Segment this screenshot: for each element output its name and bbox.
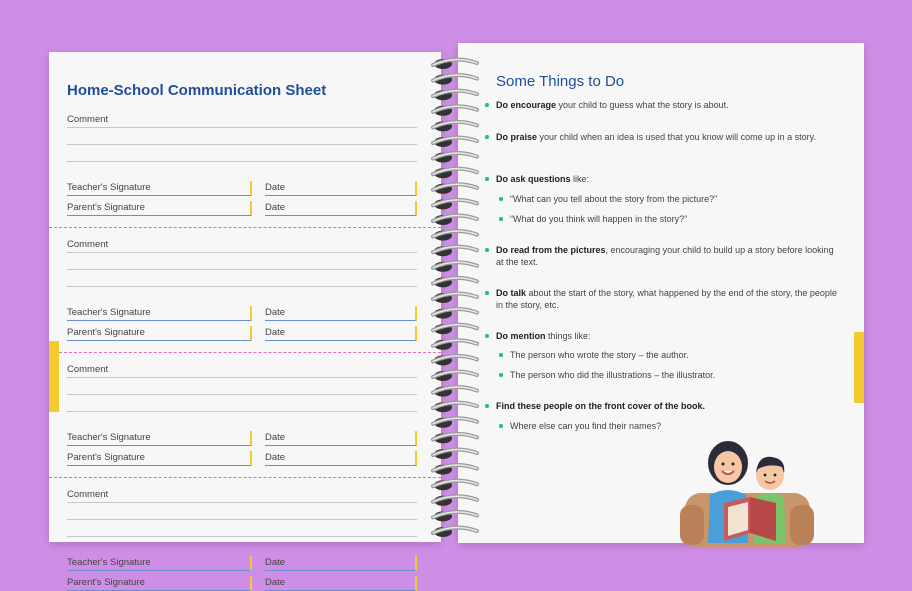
spiral-ring: [433, 262, 477, 272]
parent-signature-field[interactable]: [67, 326, 252, 341]
spiral-ring: [433, 496, 477, 506]
spiral-ring: [433, 465, 477, 475]
teacher-signature-label: Teacher's Signature: [67, 182, 151, 193]
comment-label: Comment: [67, 489, 109, 500]
right-yellow-tab: [854, 332, 864, 403]
parent-date-field[interactable]: [265, 451, 417, 466]
comment-line[interactable]: [67, 502, 417, 503]
comment-line[interactable]: [67, 269, 417, 270]
tip-item: [510, 369, 841, 381]
spiral-ring: [433, 293, 477, 303]
bullet-icon: [499, 373, 503, 377]
section-divider: [49, 352, 441, 353]
tip-bold: Do mention: [496, 331, 546, 341]
tip-text: your child when an idea is used that you know will come up in a story.: [537, 132, 816, 142]
spiral-ring: [433, 340, 477, 350]
teacher-signature-field[interactable]: [67, 556, 252, 571]
tip-bold: Do praise: [496, 132, 538, 142]
spiral-ring: [433, 246, 477, 256]
parent-date-field[interactable]: [265, 326, 417, 341]
tip-item: [510, 193, 841, 205]
parent-signature-label: Parent's Signature: [67, 202, 145, 213]
spiral-ring: [433, 449, 477, 459]
date-label: Date: [265, 182, 286, 193]
date-label: Date: [265, 202, 286, 213]
page-title: Some Things to Do: [496, 73, 625, 90]
tip-item: [496, 131, 841, 143]
page-title: Home-School Communication Sheet: [67, 82, 327, 99]
spiral-ring: [433, 215, 477, 225]
tip-text: “What do you think will happen in the story?”: [510, 214, 688, 224]
spiral-ring: [433, 153, 477, 163]
parent-signature-label: Parent's Signature: [67, 452, 145, 463]
comment-line[interactable]: [67, 127, 417, 128]
bullet-icon: [485, 248, 489, 252]
comment-line[interactable]: [67, 411, 417, 412]
spiral-ring: [433, 309, 477, 319]
spiral-ring: [433, 371, 477, 381]
teacher-signature-field[interactable]: [67, 306, 252, 321]
spiral-binding: [427, 53, 483, 533]
tip-text: , encouraging your child to build up a story before looking at the text.: [496, 245, 834, 267]
teacher-signature-label: Teacher's Signature: [67, 432, 151, 443]
comment-line[interactable]: [67, 394, 417, 395]
bullet-icon: [499, 424, 503, 428]
bullet-icon: [499, 197, 503, 201]
section-divider: [49, 227, 441, 228]
spiral-ring: [433, 184, 477, 194]
date-label: Date: [265, 327, 286, 338]
comment-line[interactable]: [67, 519, 417, 520]
teacher-signature-label: Teacher's Signature: [67, 557, 151, 568]
date-label: Date: [265, 452, 286, 463]
tip-item: [510, 349, 841, 361]
bullet-icon: [485, 177, 489, 181]
tip-item: [496, 330, 841, 342]
parent-signature-field[interactable]: [67, 201, 252, 216]
comment-line[interactable]: [67, 161, 417, 162]
spiral-ring: [433, 387, 477, 397]
tip-text: things like:: [545, 331, 591, 341]
spiral-ring: [433, 418, 477, 428]
bullet-icon: [485, 103, 489, 107]
comment-line[interactable]: [67, 536, 417, 537]
tip-text: like:: [570, 174, 590, 184]
spiral-ring: [433, 433, 477, 443]
comment-line[interactable]: [67, 377, 417, 378]
parent-signature-field[interactable]: [67, 576, 252, 591]
tip-text: The person who did the illustrations – the illustrator.: [510, 370, 716, 380]
comment-line[interactable]: [67, 252, 417, 253]
bullet-icon: [499, 353, 503, 357]
bullet-icon: [499, 217, 503, 221]
date-label: Date: [265, 577, 286, 588]
teacher-signature-field[interactable]: [67, 181, 252, 196]
comment-label: Comment: [67, 114, 109, 125]
spiral-ring: [433, 121, 477, 131]
bullet-icon: [485, 404, 489, 408]
spiral-ring: [433, 231, 477, 241]
tip-text: Where else can you find their names?: [510, 421, 662, 431]
tip-bold: Do ask questions: [496, 174, 571, 184]
tip-text: “What can you tell about the story from the picture?”: [510, 194, 718, 204]
spiral-ring: [433, 137, 477, 147]
right-page: [458, 43, 864, 543]
spiral-ring: [433, 480, 477, 490]
tip-text: your child to guess what the story is about.: [556, 100, 729, 110]
bullet-icon: [485, 135, 489, 139]
parent-signature-label: Parent's Signature: [67, 577, 145, 588]
spiral-ring: [433, 106, 477, 116]
parent-signature-label: Parent's Signature: [67, 327, 145, 338]
tip-text: about the start of the story, what happened by the end of the story, the people in the story, etc.: [496, 288, 837, 310]
parent-signature-field[interactable]: [67, 451, 252, 466]
date-label: Date: [265, 432, 286, 443]
tip-item: [510, 420, 841, 432]
spiral-ring: [433, 199, 477, 209]
tip-bold: Do read from the pictures: [496, 245, 606, 255]
tip-bold: Find these people on the front cover of the book.: [496, 401, 706, 411]
date-label: Date: [265, 307, 286, 318]
teacher-date-field[interactable]: [265, 556, 417, 571]
spiral-ring: [433, 355, 477, 365]
teacher-date-field[interactable]: [265, 431, 417, 446]
tip-item: [510, 213, 841, 225]
bullet-icon: [485, 291, 489, 295]
spiral-ring: [433, 324, 477, 334]
spiral-ring: [433, 277, 477, 287]
teacher-signature-field[interactable]: [67, 431, 252, 446]
spiral-ring: [433, 59, 477, 69]
left-yellow-tab: [49, 341, 59, 412]
parent-date-field[interactable]: [265, 201, 417, 216]
tip-bold: Do encourage: [496, 100, 557, 110]
spiral-ring: [433, 90, 477, 100]
teacher-signature-label: Teacher's Signature: [67, 307, 151, 318]
tip-item: [496, 99, 841, 111]
tip-text: The person who wrote the story – the author.: [510, 350, 689, 360]
spiral-ring: [433, 168, 477, 178]
comment-line[interactable]: [67, 286, 417, 287]
tip-item: [496, 400, 841, 412]
left-page: [49, 52, 441, 588]
spiral-ring: [433, 75, 477, 85]
parent-date-field[interactable]: [265, 576, 417, 591]
parent-child-reading-illustration: [680, 433, 820, 543]
date-label: Date: [265, 557, 286, 568]
tip-bold: Do talk: [496, 288, 527, 298]
comment-label: Comment: [67, 364, 109, 375]
section-divider: [49, 477, 441, 478]
tip-item: [496, 173, 841, 185]
teacher-date-field[interactable]: [265, 181, 417, 196]
tip-item: [496, 287, 841, 311]
spiral-ring: [433, 402, 477, 412]
teacher-date-field[interactable]: [265, 306, 417, 321]
comment-label: Comment: [67, 239, 109, 250]
comment-line[interactable]: [67, 144, 417, 145]
tip-item: [496, 244, 841, 268]
spiral-ring: [433, 511, 477, 521]
bullet-icon: [485, 334, 489, 338]
